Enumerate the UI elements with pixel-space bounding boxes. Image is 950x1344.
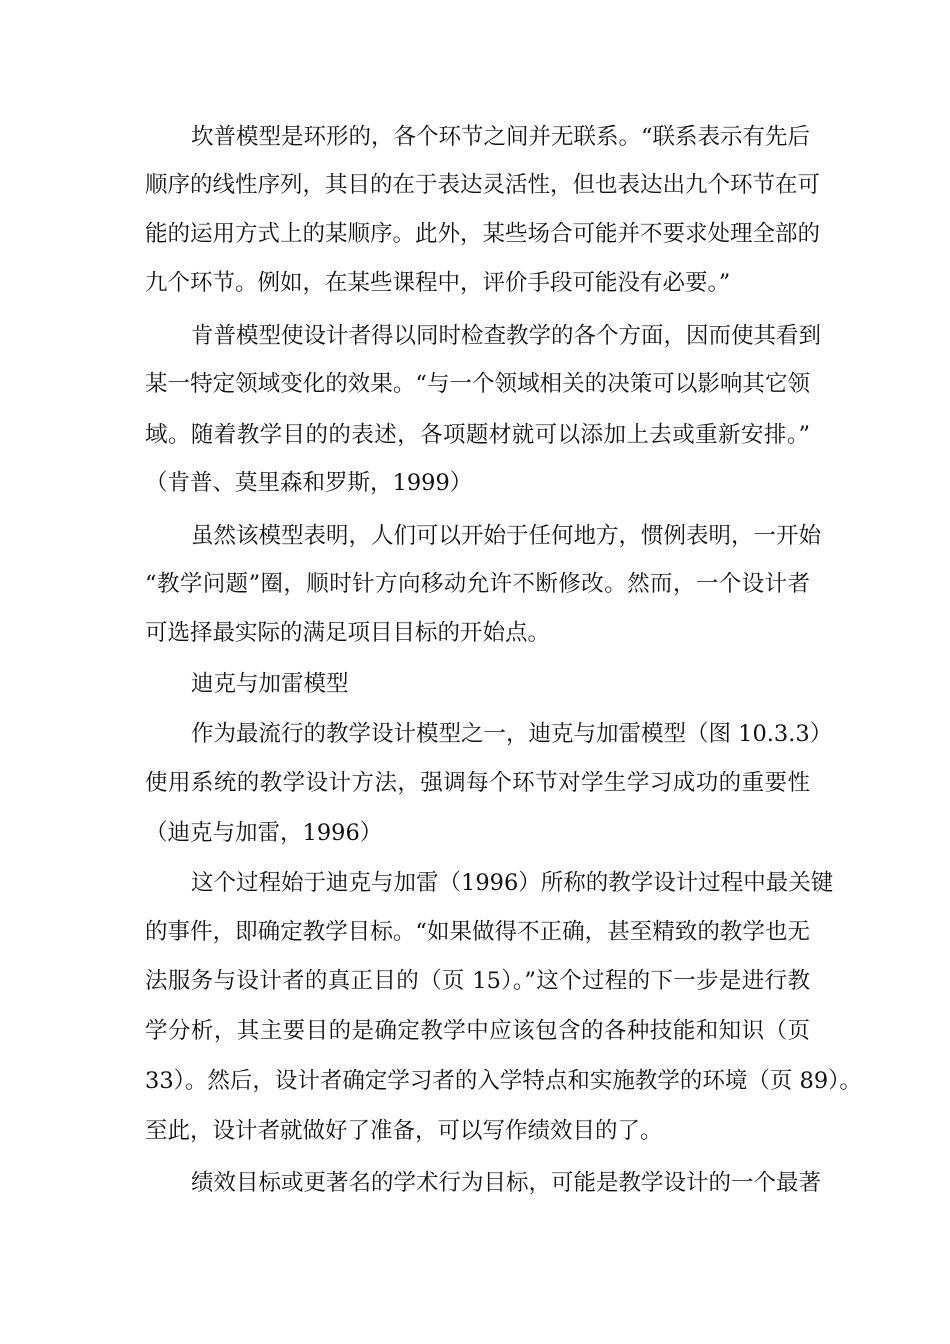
paragraph-line: 的事件，即确定教学目标。“如果做得不正确，甚至精致的教学也无: [145, 919, 810, 945]
paragraph-line: 使用系统的教学设计方法，强调每个环节对学生学习成功的重要性: [145, 770, 810, 796]
paragraph-line: 顺序的线性序列，其目的在于表达灵活性，但也表达出九个环节在可: [145, 172, 821, 198]
paragraph-line: 33）。然后，设计者确定学习者的入学特点和实施教学的环境（页 89）。: [145, 1068, 862, 1094]
paragraph-line: 某一特定领域变化的效果。“与一个领域相关的决策可以影响其它领: [145, 371, 810, 397]
paragraph-line: （迪克与加雷，1996）: [145, 820, 383, 846]
paragraph-line: （肯普、莫里森和罗斯，1999）: [145, 470, 473, 496]
paragraph-line: 能的运用方式上的某顺序。此外，某些场合可能并不要求处理全部的: [145, 221, 821, 247]
section-heading: 迪克与加雷模型: [191, 671, 349, 697]
paragraph-line: 虽然该模型表明，人们可以开始于任何地方，惯例表明，一开始: [191, 523, 822, 549]
paragraph-line: 绩效目标或更著名的学术行为目标，可能是教学设计的一个最著: [191, 1170, 822, 1196]
paragraph-line: 法服务与设计者的真正目的（页 15）。”这个过程的下一步是进行教: [145, 968, 810, 994]
paragraph-line: 域。随着教学目的的表述，各项题材就可以添加上去或重新安排。”: [145, 422, 810, 448]
paragraph-line: 可选择最实际的满足项目目标的开始点。: [145, 620, 551, 646]
paragraph-line: 作为最流行的教学设计模型之一，迪克与加雷模型（图 10.3.3）: [191, 721, 833, 747]
paragraph-line: 坎普模型是环形的，各个环节之间并无联系。“联系表示有先后: [191, 124, 811, 150]
paragraph-line: 至此，设计者就做好了准备，可以写作绩效目的了。: [145, 1118, 663, 1144]
paragraph-line: 九个环节。例如，在某些课程中，评价手段可能没有必要。”: [145, 270, 731, 296]
paragraph-line: “教学问题”圈，顺时针方向移动允许不断修改。然而，一个设计者: [145, 571, 810, 597]
paragraph-line: 肯普模型使设计者得以同时检查教学的各个方面，因而使其看到: [191, 323, 822, 349]
paragraph-line: 学分析，其主要目的是确定教学中应该包含的各种技能和知识（页: [145, 1018, 810, 1044]
paragraph-line: 这个过程始于迪克与加雷（1996）所称的教学设计过程中最关键: [191, 870, 834, 896]
